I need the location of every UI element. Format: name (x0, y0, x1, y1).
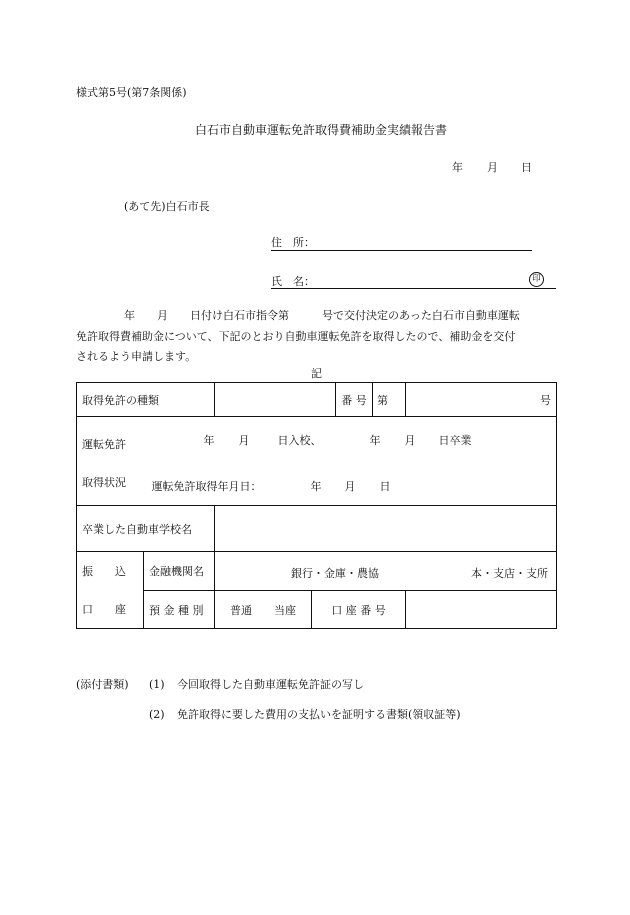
graduate-day: 日卒業 (438, 434, 472, 447)
address-label: 住 所： (271, 236, 315, 249)
number-suffix[interactable]: 号 (406, 383, 557, 417)
number-label: 番 号 (336, 383, 373, 416)
attachment-2-number: (2) (149, 708, 165, 721)
number-cell (336, 383, 406, 417)
license-type-value[interactable] (215, 383, 336, 417)
name-field[interactable] (271, 288, 556, 289)
attachments-label: (添付書類) (76, 678, 129, 691)
bank-label: 金融機関名 (144, 552, 215, 591)
bank-value[interactable] (215, 552, 557, 591)
body-line-3: されるよう申請します。 (76, 350, 197, 363)
date-day: 日 (521, 161, 532, 174)
addressee: (あて先)白石市長 (124, 200, 210, 213)
address-field[interactable] (271, 250, 532, 251)
acquired-day: 日 (379, 480, 391, 493)
branch-types: 本・支店・支所 (471, 567, 548, 580)
attachment-1-text: 今回取得した自動車運転免許証の写し (177, 678, 364, 691)
acquired-year: 年 (310, 480, 322, 493)
date-year: 年 (452, 161, 463, 174)
number-prefix: 第 (377, 393, 388, 407)
status-label-2: 取得状況 (82, 476, 126, 489)
date-month: 月 (487, 161, 498, 174)
enroll-day: 日入校、 (277, 434, 322, 447)
body-line-2: 免許取得費補助金について、下記のとおり自動車運転免許を取得したので、補助金を交付 (76, 330, 516, 343)
attachment-1-number: (1) (149, 678, 165, 691)
school-value[interactable] (215, 506, 557, 552)
school-label: 卒業した自動車学校名 (77, 506, 215, 552)
graduate-year: 年 (369, 434, 381, 447)
enroll-month: 月 (238, 434, 250, 447)
license-type-label: 取得免許の種類 (77, 383, 215, 417)
account-number-value[interactable] (406, 591, 557, 629)
account-number-label: 口 座 番 号 (312, 591, 406, 629)
body-line-1: 年 月 日付け白石市指令第 号で交付決定のあった白石市自動車運転 (124, 309, 520, 322)
bank-types: 銀行・金庫・農協 (291, 567, 379, 580)
document-title: 白石市自動車運転免許取得費補助金実績報告書 (195, 123, 448, 137)
name-label: 氏 名： (271, 275, 315, 288)
attachment-2-text: 免許取得に要した費用の支払いを証明する書類(領収証等) (177, 708, 461, 721)
form-number: 様式第5号(第7条関係) (76, 86, 187, 99)
status-label-1: 運転免許 (82, 438, 126, 451)
deposit-type-value[interactable]: 普通 当座 (215, 591, 312, 629)
acquired-label: 運転免許取得年月日： (151, 480, 262, 493)
transfer-label-1: 振 込 (77, 552, 144, 591)
graduate-month: 月 (404, 434, 416, 447)
transfer-label-2: 口 座 (77, 591, 144, 629)
enroll-year: 年 (203, 434, 215, 447)
acquired-month: 月 (344, 480, 356, 493)
status-content-cell[interactable] (144, 417, 557, 506)
deposit-type-label: 預 金 種 別 (144, 591, 215, 629)
report-table (76, 382, 557, 629)
ki-heading: 記 (311, 367, 322, 380)
status-label-cell (77, 417, 144, 506)
seal-mark: 印 (529, 272, 544, 287)
